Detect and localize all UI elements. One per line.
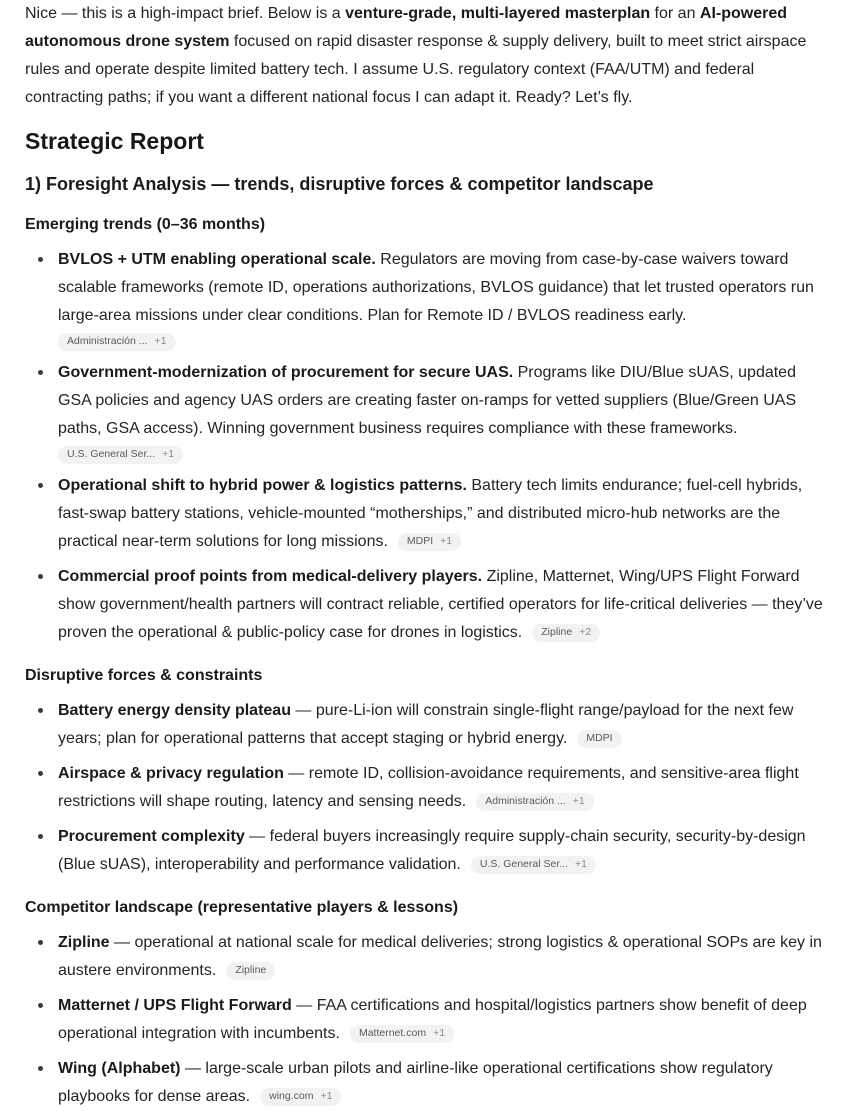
bullet-list-disruptive-forces	[25, 697, 831, 879]
badge-label: U.S. General Ser...	[67, 448, 156, 460]
bullet-item	[25, 760, 831, 816]
bullet-lead: BVLOS + UTM enabling operational scale.	[58, 251, 376, 268]
bullet-body	[58, 563, 831, 647]
bullet-detail: Zipline, Matternet, Wing/UPS Flight Forward show government/health partners will contract reliable, certified operators for life-critical deliveries — they’ve proven the operational & public-policy case for drones in logistics.	[58, 568, 823, 641]
bullet-dot	[38, 257, 43, 262]
bullet-dot	[38, 1003, 43, 1008]
badge-count: +1	[154, 335, 167, 347]
bullet-list-competitor-landscape	[25, 929, 831, 1111]
badge-row	[58, 333, 831, 351]
bullet-lead: Wing (Alphabet)	[58, 1060, 181, 1077]
bullet-lead: Procurement complexity	[58, 828, 245, 845]
bullet-body	[58, 359, 831, 465]
intro-text-2: for an	[650, 5, 700, 22]
bullet-dot	[38, 940, 43, 945]
bullet-text	[58, 246, 831, 330]
intro-text-1: Nice — this is a high-impact brief. Below is a	[25, 5, 346, 22]
bullet-text	[58, 823, 831, 879]
bullet-body	[58, 760, 831, 816]
bullet-body	[58, 929, 831, 985]
bullet-text	[58, 760, 831, 816]
subsection-heading-emerging-trends: Emerging trends (0–36 months)	[25, 216, 266, 233]
subsection-heading-disruptive-forces: Disruptive forces & constraints	[25, 667, 263, 684]
citation-badge[interactable]	[476, 793, 594, 811]
badge-count: +1	[572, 795, 585, 807]
bullet-text	[58, 563, 831, 647]
badge-label: Zipline	[235, 964, 267, 976]
citation-badge[interactable]	[58, 333, 176, 351]
badge-count: +1	[433, 1027, 446, 1039]
badge-label: Matternet.com	[358, 1027, 427, 1039]
bullet-text	[58, 472, 831, 556]
bullet-dot	[38, 483, 43, 488]
intro-bold-1: venture-grade, multi-layered masterplan	[345, 5, 651, 22]
bullet-detail: — operational at national scale for medical deliveries; strong logistics & operational SOPs are key in austere environments.	[58, 934, 822, 979]
bullet-lead: Commercial proof points from medical-delivery players.	[58, 568, 483, 585]
badge-count: +1	[575, 858, 587, 870]
bullet-lead: Operational shift to hybrid power & logistics patterns.	[58, 477, 467, 494]
bullet-dot	[38, 574, 43, 579]
bullet-lead: Government-modernization of procurement for secure UAS.	[58, 364, 514, 381]
badge-label: MDPI	[586, 732, 613, 744]
bullet-detail: Battery tech limits endurance; fuel-cell hybrids, fast-swap battery stations, vehicle-mounted “motherships,” and distributed micro-hub networks are the practical near-term solutions for long missions.	[58, 477, 803, 550]
bullet-item	[25, 563, 831, 647]
badge-count: +1	[162, 448, 175, 460]
badge-label: MDPI	[406, 535, 434, 547]
bullet-detail: — remote ID, collision-avoidance requirements, and sensitive-area flight restrictions will shape routing, latency and sensing needs.	[58, 765, 799, 810]
bullet-text	[58, 929, 831, 985]
bullet-detail: Regulators are moving from case-by-case waivers toward scalable frameworks (remote ID, operations authorizations, BVLOS guidance) that let trusted operators run large-area missions under clear conditions. Plan for Remote ID / BVLOS readiness early.	[58, 251, 814, 324]
bullet-body	[58, 246, 831, 352]
bullet-item	[25, 359, 831, 465]
bullet-body	[58, 823, 831, 879]
bullet-lead: Zipline	[58, 934, 110, 951]
intro-text-3: focused on rapid disaster response & supply delivery, built to meet strict airspace rules and operate despite limited battery tech. I assume U.S. regulatory context (FAA/UTM) and federal contracting paths; if you want a different national focus I can adapt it. Ready? Let’s fly.	[25, 33, 807, 106]
bullet-body	[58, 472, 831, 556]
bullet-lead: Airspace & privacy regulation	[58, 765, 284, 782]
section-1-heading: 1) Foresight Analysis — trends, disruptive forces & competitor landscape	[25, 174, 654, 194]
citation-badge[interactable]	[58, 446, 183, 464]
citation-badge[interactable]	[260, 1088, 341, 1106]
citation-badge[interactable]	[577, 730, 621, 748]
bullet-item	[25, 823, 831, 879]
bullet-item	[25, 246, 831, 352]
bullet-item	[25, 992, 831, 1048]
badge-label: Administración ...	[485, 795, 566, 807]
badge-count: +2	[579, 626, 592, 638]
badge-label: U.S. General Ser...	[479, 858, 568, 870]
bullet-detail: — large-scale urban pilots and airline-like operational certifications show regulatory playbooks for dense areas.	[58, 1060, 773, 1105]
bullet-dot	[38, 708, 43, 713]
badge-label: wing.com	[269, 1090, 314, 1102]
badge-count: +1	[440, 535, 453, 547]
bullet-item	[25, 472, 831, 556]
bullet-item	[25, 697, 831, 753]
citation-badge[interactable]	[226, 962, 275, 980]
badge-count: +1	[320, 1090, 333, 1102]
citation-badge[interactable]	[350, 1025, 454, 1043]
bullet-detail: Programs like DIU/Blue sUAS, updated GSA policies and agency UAS orders are creating faster on-ramps for vetted suppliers (Blue/Green UAS paths, GSA access). Winning government business requires compliance with these frameworks.	[58, 364, 797, 437]
bullet-dot	[38, 370, 43, 375]
bullet-body	[58, 697, 831, 753]
bullet-text	[58, 697, 831, 753]
bullet-lead: Battery energy density plateau	[58, 702, 291, 719]
bullet-dot	[38, 771, 43, 776]
bullet-detail: — pure-Li-ion will constrain single-flight range/payload for the next few years; plan for operational patterns that accept staging or hybrid energy.	[58, 702, 794, 747]
citation-badge[interactable]	[532, 624, 600, 642]
bullet-list-emerging-trends	[25, 246, 831, 647]
bullet-body	[58, 992, 831, 1048]
badge-row	[58, 446, 831, 464]
bullet-detail: — FAA certifications and hospital/logistics partners show benefit of deep operational integration with incumbents.	[58, 997, 807, 1042]
intro-paragraph	[25, 0, 831, 112]
bullet-text	[58, 992, 831, 1048]
citation-badge[interactable]	[471, 856, 596, 874]
bullet-dot	[38, 834, 43, 839]
intro-bold-2: AI-powered autonomous drone system	[25, 5, 788, 50]
bullet-item	[25, 1055, 831, 1111]
bullet-text	[58, 1055, 831, 1111]
bullet-detail: — federal buyers increasingly require supply-chain security, security-by-design (Blue sUAS), interoperability and performance validation.	[58, 828, 806, 873]
bullet-dot	[38, 1066, 43, 1071]
badge-label: Administración ...	[67, 335, 148, 347]
bullet-lead: Matternet / UPS Flight Forward	[58, 997, 292, 1014]
badge-label: Zipline	[541, 626, 573, 638]
bullet-body	[58, 1055, 831, 1111]
bullet-text	[58, 359, 831, 443]
subsection-heading-competitor-landscape: Competitor landscape (representative players & lessons)	[25, 899, 459, 916]
report-title: Strategic Report	[25, 128, 204, 154]
bullet-item	[25, 929, 831, 985]
citation-badge[interactable]	[398, 533, 461, 551]
